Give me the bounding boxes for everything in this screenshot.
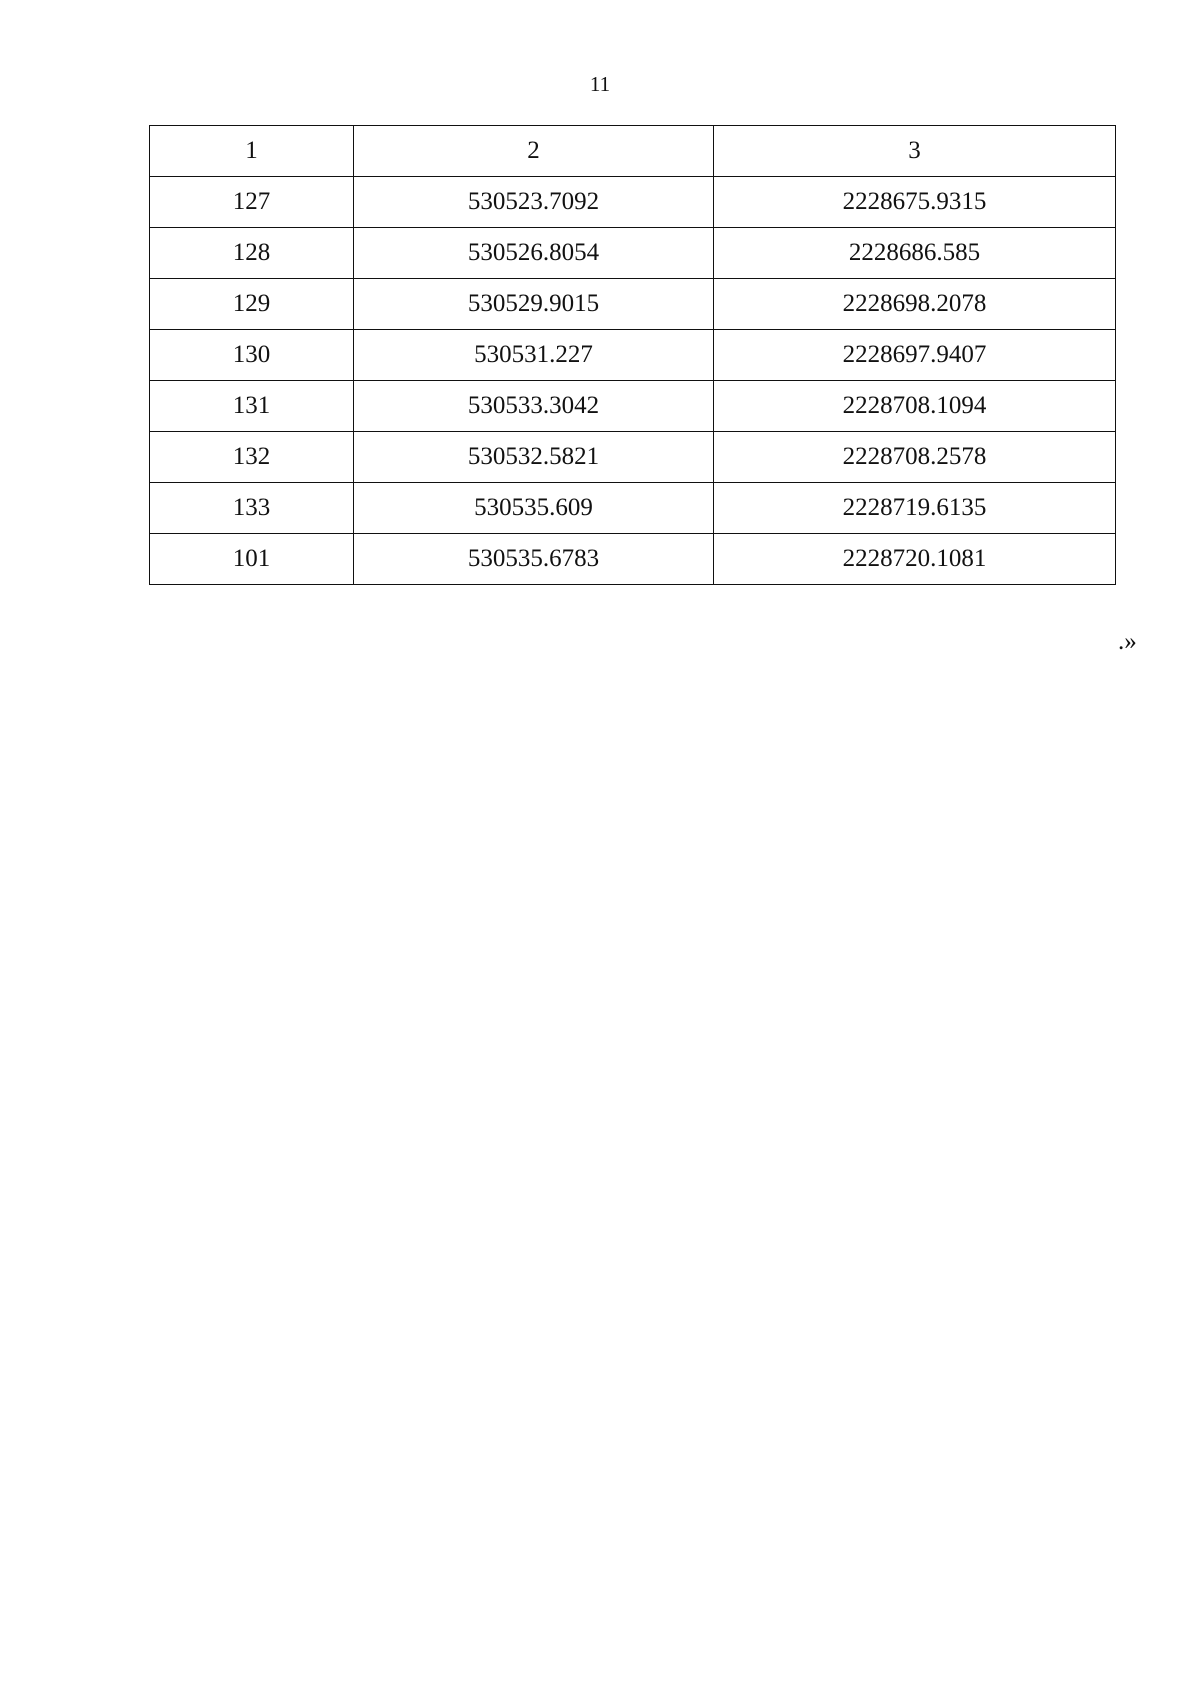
y-coordinate-cell: 2228675.9315: [714, 177, 1116, 228]
table-row: [150, 330, 1116, 381]
table-row: [150, 432, 1116, 483]
closing-quote-mark: .»: [1118, 628, 1137, 655]
column-header: 2: [354, 126, 714, 177]
y-coordinate-cell: 2228708.1094: [714, 381, 1116, 432]
point-number-cell: 128: [150, 228, 354, 279]
point-number-cell: 133: [150, 483, 354, 534]
point-number-cell: 101: [150, 534, 354, 585]
y-coordinate-cell: 2228719.6135: [714, 483, 1116, 534]
point-number-cell: 129: [150, 279, 354, 330]
x-coordinate-cell: 530535.609: [354, 483, 714, 534]
column-header: 1: [150, 126, 354, 177]
x-coordinate-cell: 530531.227: [354, 330, 714, 381]
table-header-row: [150, 126, 1116, 177]
point-number-cell: 132: [150, 432, 354, 483]
x-coordinate-cell: 530532.5821: [354, 432, 714, 483]
y-coordinate-cell: 2228698.2078: [714, 279, 1116, 330]
x-coordinate-cell: 530526.8054: [354, 228, 714, 279]
y-coordinate-cell: 2228686.585: [714, 228, 1116, 279]
table-row: [150, 279, 1116, 330]
point-number-cell: 130: [150, 330, 354, 381]
point-number-cell: 127: [150, 177, 354, 228]
x-coordinate-cell: 530533.3042: [354, 381, 714, 432]
table-row: [150, 228, 1116, 279]
point-number-cell: 131: [150, 381, 354, 432]
coordinates-table: [149, 125, 1116, 585]
x-coordinate-cell: 530523.7092: [354, 177, 714, 228]
y-coordinate-cell: 2228697.9407: [714, 330, 1116, 381]
page-number: 11: [589, 72, 611, 96]
table-row: [150, 483, 1116, 534]
y-coordinate-cell: 2228720.1081: [714, 534, 1116, 585]
y-coordinate-cell: 2228708.2578: [714, 432, 1116, 483]
x-coordinate-cell: 530529.9015: [354, 279, 714, 330]
x-coordinate-cell: 530535.6783: [354, 534, 714, 585]
table-row: [150, 534, 1116, 585]
column-header: 3: [714, 126, 1116, 177]
table-row: [150, 177, 1116, 228]
table-row: [150, 381, 1116, 432]
